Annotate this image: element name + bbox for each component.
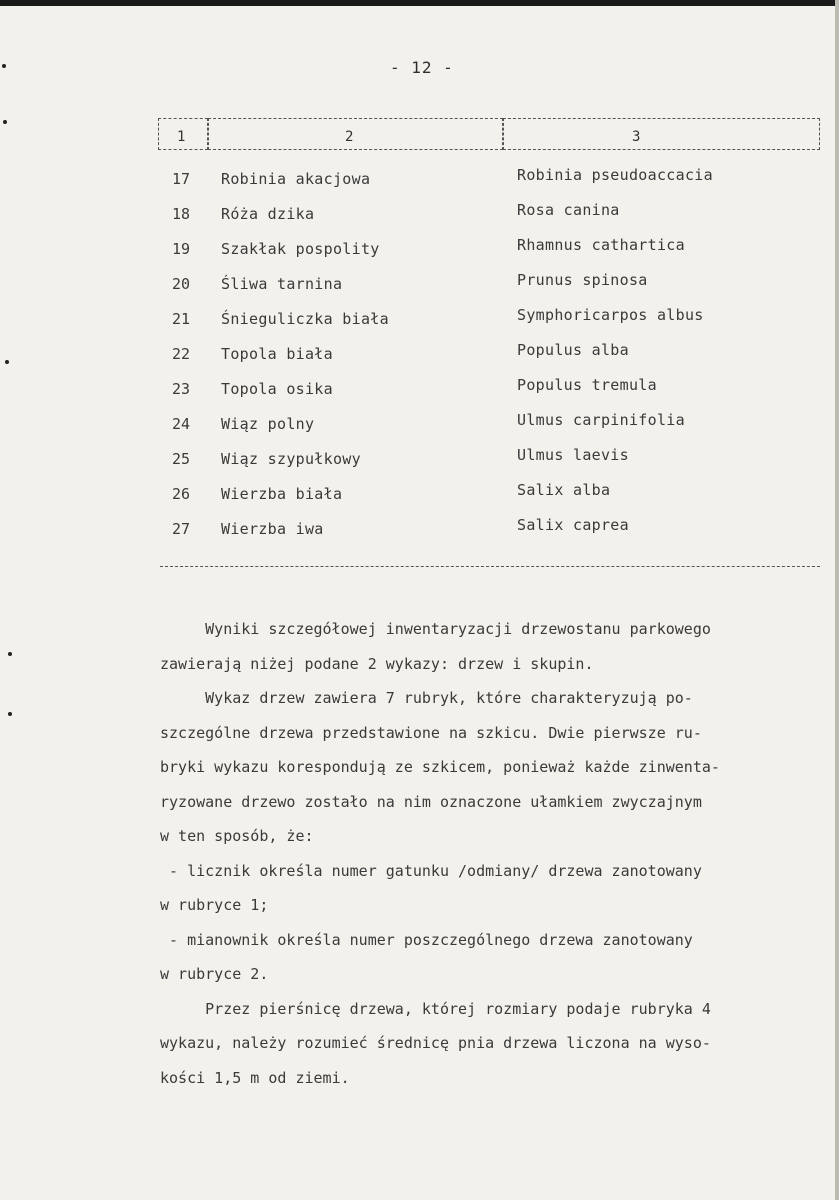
text-line: Wykaz drzew zawiera 7 rubryk, które charakteryzują po- <box>160 689 693 707</box>
text-line: w rubryce 2. <box>160 965 269 983</box>
column-header-1 <box>158 118 208 150</box>
table-row <box>0 411 839 445</box>
latin-name: Rosa canina <box>517 201 620 219</box>
column-header-label: 3 <box>632 129 641 145</box>
latin-name: Prunus spinosa <box>517 271 648 289</box>
latin-name: Symphoricarpos albus <box>517 306 704 324</box>
polish-name: Wiąz polny <box>221 415 315 433</box>
text-line: wykazu, należy rozumieć średnicę pnia drzewa liczona na wyso- <box>160 1034 711 1052</box>
table-row <box>0 306 839 340</box>
polish-name: Szakłak pospolity <box>221 240 380 258</box>
table-row <box>0 516 839 550</box>
column-header-3 <box>503 118 820 150</box>
text-line: bryki wykazu korespondują ze szkicem, ponieważ każde zinwenta- <box>160 758 720 776</box>
table-row <box>0 376 839 410</box>
polish-name: Topola osika <box>221 380 333 398</box>
text-line: - mianownik określa numer poszczególnego drzewa zanotowany <box>160 930 693 949</box>
column-header-label: 2 <box>345 129 354 145</box>
scan-speck <box>2 64 6 68</box>
latin-name: Ulmus laevis <box>517 446 629 464</box>
row-number: 18 <box>172 205 191 223</box>
polish-name: Wiąz szypułkowy <box>221 450 361 468</box>
polish-name: Śliwa tarnina <box>221 275 343 293</box>
row-number: 17 <box>172 170 191 188</box>
text-line: kości 1,5 m od ziemi. <box>160 1068 350 1087</box>
text-line: Wyniki szczegółowej inwentaryzacji drzewostanu parkowego <box>160 620 711 638</box>
row-number: 20 <box>172 275 191 293</box>
polish-name: Wierzba iwa <box>221 520 324 538</box>
text-line: szczególne drzewa przedstawione na szkicu. Dwie pierwsze ru- <box>160 723 702 742</box>
page-number: - 12 - <box>390 58 454 77</box>
row-number: 25 <box>172 450 191 468</box>
text-line: zawierają niżej podane 2 wykazy: drzew i skupin. <box>160 654 594 673</box>
latin-name: Ulmus carpinifolia <box>517 411 685 429</box>
latin-name: Robinia pseudoaccacia <box>517 166 713 184</box>
row-number: 19 <box>172 240 191 258</box>
column-header-label: 1 <box>177 129 186 145</box>
polish-name: Wierzba biała <box>221 485 343 503</box>
scan-speck <box>8 712 12 716</box>
polish-name: Topola biała <box>221 345 333 363</box>
body-text <box>160 612 820 1095</box>
table-row <box>0 481 839 515</box>
table-row <box>0 236 839 270</box>
row-number: 22 <box>172 345 191 363</box>
polish-name: Róża dzika <box>221 205 315 223</box>
latin-name: Rhamnus cathartica <box>517 236 685 254</box>
table-row <box>0 271 839 305</box>
row-number: 23 <box>172 380 191 398</box>
table-row <box>0 201 839 235</box>
text-line: - licznik określa numer gatunku /odmiany/ drzewa zanotowany <box>160 861 702 880</box>
table-row <box>0 446 839 480</box>
text-line: w rubryce 1; <box>160 896 269 914</box>
table-row <box>0 341 839 375</box>
latin-name: Salix alba <box>517 481 611 499</box>
polish-name: Robinia akacjowa <box>221 170 371 188</box>
row-number: 24 <box>172 415 191 433</box>
table-row <box>0 166 839 200</box>
text-line: Przez pierśnicę drzewa, której rozmiary podaje rubryka 4 <box>160 999 711 1018</box>
scan-speck <box>3 120 7 124</box>
text-line: w ten sposób, że: <box>160 827 314 845</box>
table-bottom-rule <box>160 566 820 567</box>
row-number: 26 <box>172 485 191 503</box>
row-number: 27 <box>172 520 191 538</box>
latin-name: Populus tremula <box>517 376 657 394</box>
column-header-2 <box>208 118 503 150</box>
latin-name: Populus alba <box>517 341 629 359</box>
scan-edge-top <box>0 0 839 6</box>
polish-name: Śnieguliczka biała <box>221 310 389 328</box>
latin-name: Salix caprea <box>517 516 629 534</box>
row-number: 21 <box>172 310 191 328</box>
scan-speck <box>8 652 12 656</box>
text-line: ryzowane drzewo zostało na nim oznaczone ułamkiem zwyczajnym <box>160 792 702 811</box>
